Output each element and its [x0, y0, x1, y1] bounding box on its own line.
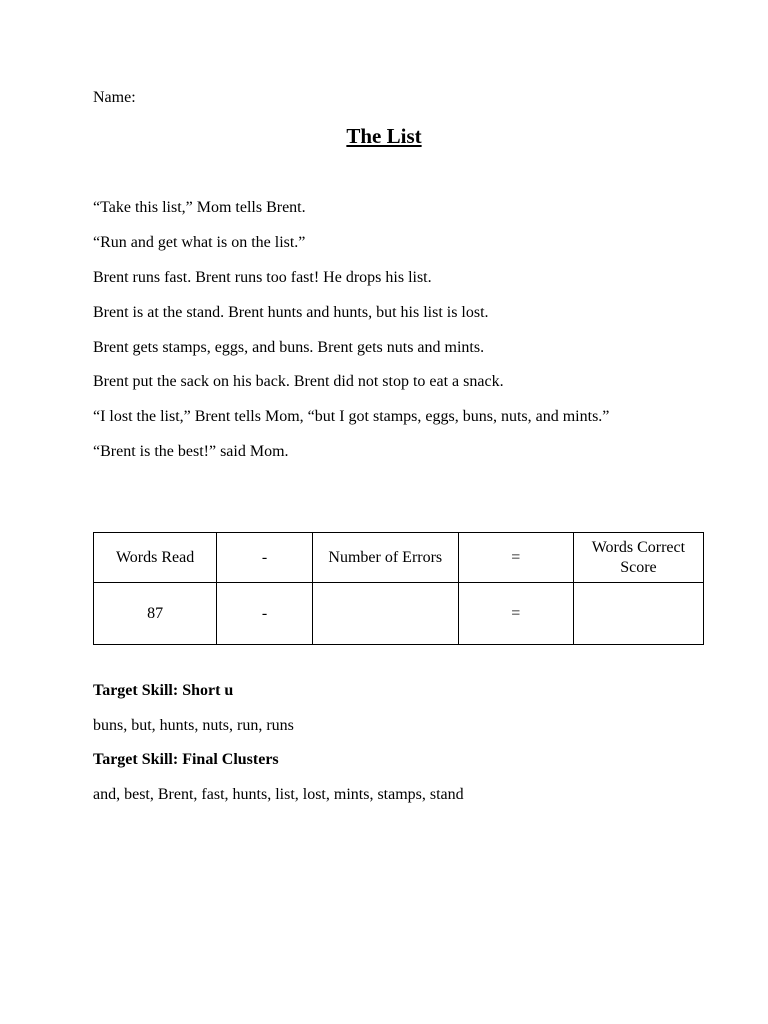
header-equals-sign: =: [458, 533, 573, 583]
cell-number-of-errors: [312, 583, 458, 645]
story-line: Brent runs fast. Brent runs too fast! He drops his list.: [93, 268, 432, 286]
header-minus-sign: -: [217, 533, 313, 583]
score-table-value-row: [94, 583, 704, 645]
story-line: Brent is at the stand. Brent hunts and hunts, but his list is lost.: [93, 303, 489, 321]
story-line: “Run and get what is on the list.”: [93, 233, 306, 251]
header-words-read: Words Read: [94, 533, 217, 583]
story-text: [93, 198, 653, 477]
skill-heading-final-clusters: Target Skill: Final Clusters: [93, 751, 279, 768]
cell-words-read: 87: [94, 583, 217, 645]
story-line: Brent put the sack on his back. Brent did not stop to eat a snack.: [93, 373, 504, 391]
header-number-of-errors: Number of Errors: [312, 533, 458, 583]
score-table: [93, 532, 704, 645]
score-table-header-row: [94, 533, 704, 583]
header-words-correct-score: Words Correct Score: [573, 533, 703, 583]
page-title: The List: [346, 124, 422, 148]
skill-words-final-clusters: and, best, Brent, fast, hunts, list, lost, mints, stamps, stand: [93, 785, 464, 803]
name-label: Name:: [93, 89, 136, 106]
story-line: Brent gets stamps, eggs, and buns. Brent gets nuts and mints.: [93, 338, 485, 356]
skill-words-short-u: buns, but, hunts, nuts, run, runs: [93, 716, 294, 734]
story-line: “I lost the list,” Brent tells Mom, “but I got stamps, eggs, buns, nuts, and mints.”: [93, 408, 610, 426]
cell-minus-sign: -: [217, 583, 313, 645]
target-skills-section: [93, 681, 693, 819]
cell-equals-sign: =: [458, 583, 573, 645]
skill-heading-short-u: Target Skill: Short u: [93, 682, 234, 699]
story-line: “Take this list,” Mom tells Brent.: [93, 199, 306, 216]
cell-words-correct-score: [573, 583, 703, 645]
story-line: “Brent is the best!” said Mom.: [93, 443, 289, 461]
